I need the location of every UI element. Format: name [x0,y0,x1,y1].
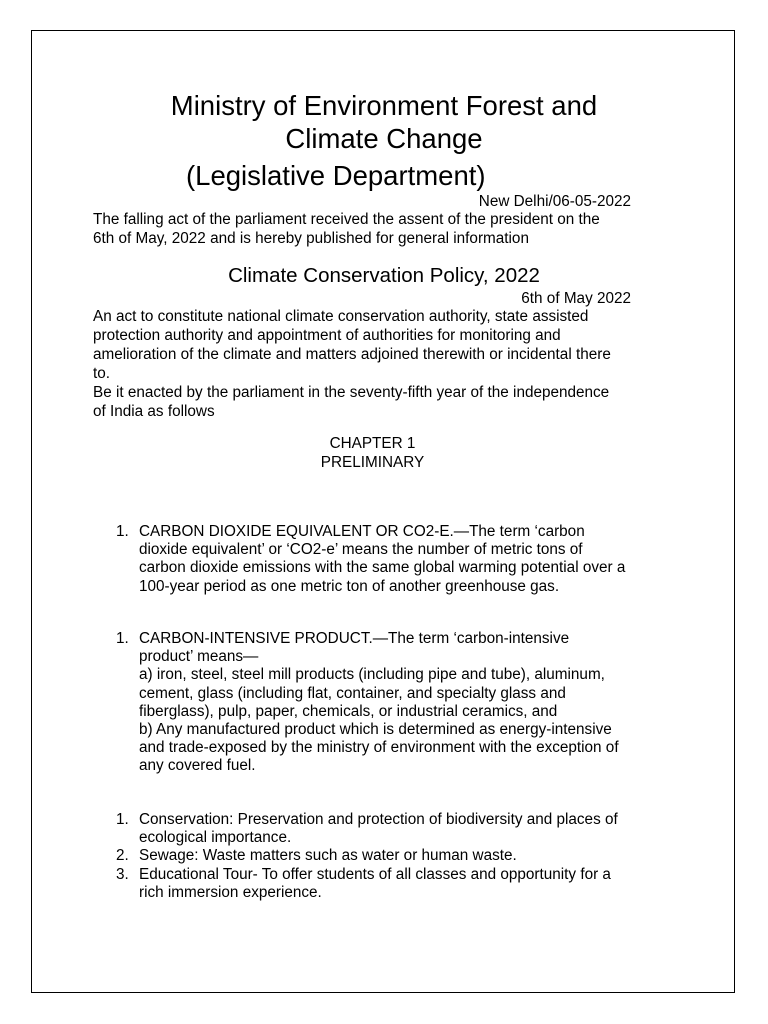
intro-line: The falling act of the parliament received the assent of the president on the [93,211,600,228]
preamble-paragraph [93,307,683,421]
list-item-line: rich immersion experience. [139,883,322,901]
list-item-line: Educational Tour- To offer students of all classes and opportunity for a [139,865,611,883]
list-item [93,811,693,847]
list-item-line: Sewage: Waste matters such as water or human waste. [139,847,517,865]
preamble-line: Be it enacted by the parliament in the seventy-fifth year of the independence [93,384,610,401]
list-item-line: ecological importance. [139,829,292,847]
chapter-name: PRELIMINARY [320,454,425,471]
list-number: 1. [116,523,129,540]
department-heading: (Legislative Department) [186,160,486,191]
place-date: New Delhi/06-05-2022 [478,193,631,210]
list-item-line: CARBON-INTENSIVE PRODUCT.—The term ‘carbon-intensive [139,630,570,647]
list-item-line: Conservation: Preservation and protection of biodiversity and places of [139,811,618,828]
document-title-line-2: Climate Change [285,123,483,154]
list-item-line: b) Any manufactured product which is determined as energy-intensive [139,721,612,739]
list-item-line: fiberglass), pulp, paper, chemicals, or industrial ceramics, and [139,702,558,720]
list-item-line: dioxide equivalent’ or ‘CO2-e’ means the number of metric tons of [139,541,583,559]
list-item-line: 100-year period as one metric ton of another greenhouse gas. [139,577,560,595]
list-number: 1. [116,630,129,647]
list-number: 1. [116,811,129,828]
preamble-line: An act to constitute national climate conservation authority, state assisted [93,308,589,325]
preamble-line: protection authority and appointment of authorities for monitoring and [93,327,561,344]
preamble-line: amelioration of the climate and matters adjoined therewith or incidental there [93,346,611,363]
intro-line: 6th of May, 2022 and is hereby published for general information [93,230,529,247]
list-item-line: cement, glass (including flat, container, and specialty glass and [139,684,566,702]
document-title-line-1: Ministry of Environment Forest and [170,90,598,121]
list-number: 3. [116,865,129,883]
preamble-line: of India as follows [93,403,215,420]
list-item-line: and trade-exposed by the ministry of environment with the exception of [139,739,619,757]
list-item-line: CARBON DIOXIDE EQUIVALENT OR CO2-E.—The term ‘carbon [139,523,585,540]
list-item [93,866,693,902]
list-item-line: product’ means— [139,648,259,666]
intro-paragraph [93,210,683,248]
list-item-line: any covered fuel. [139,757,256,775]
definition-item-carbon-intensive [93,630,693,776]
list-number: 2. [116,847,129,865]
chapter-number: CHAPTER 1 [329,435,416,452]
list-item-line: a) iron, steel, steel mill products (including pipe and tube), aluminum, [139,666,605,684]
list-item [93,630,693,776]
policy-date: 6th of May 2022 [521,290,631,307]
list-item [93,523,693,596]
list-item-line: carbon dioxide emissions with the same global warming potential over a [139,559,626,577]
list-item [93,847,693,865]
preamble-line: to. [93,365,111,382]
definition-item-co2e [93,523,693,596]
policy-title: Climate Conservation Policy, 2022 [228,264,540,287]
definition-terms-list [93,811,693,902]
